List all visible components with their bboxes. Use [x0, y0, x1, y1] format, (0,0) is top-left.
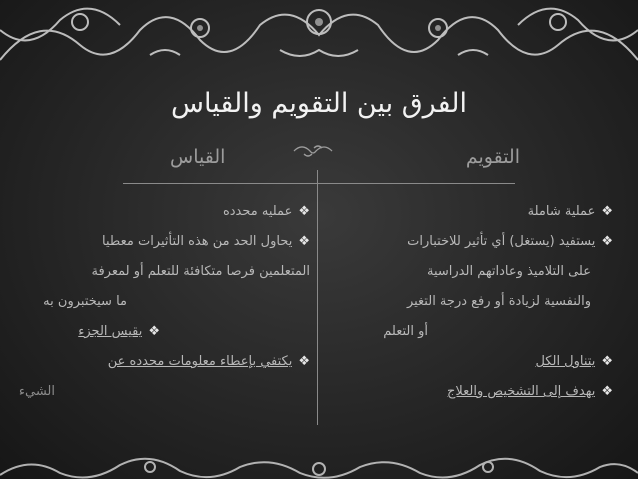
diamond-bullet-icon: ❖	[601, 204, 613, 219]
list-item-continuation: على التلاميذ وعاداتهم الدراسية	[427, 264, 591, 279]
list-item-continuation: الشيء	[18, 384, 55, 399]
list-item-continuation: والنفسية لزيادة أو رفع درجة التغير	[406, 294, 591, 309]
slide-title: الفرق بين التقويم والقياس	[171, 88, 467, 119]
list-item: ❖عمليه محدده	[222, 204, 310, 219]
list-item: ❖يهدف إلى التشخيص والعلاج	[447, 384, 613, 399]
list-item-continuation: المتعلمين فرصا متكافئة للتعلم أو لمعرفة	[91, 264, 310, 279]
top-ornament-border	[0, 0, 638, 70]
swirl-divider-icon	[292, 142, 334, 160]
vertical-divider	[317, 170, 318, 425]
horizontal-divider	[123, 183, 515, 184]
list-item: ❖يتناول الكل	[535, 354, 613, 369]
list-item-continuation: أو التعلم	[383, 324, 428, 339]
bottom-ornament-border	[0, 455, 638, 479]
diamond-bullet-icon: ❖	[148, 324, 160, 339]
column-heading-measurement: القياس	[170, 146, 226, 168]
diamond-bullet-icon: ❖	[298, 204, 310, 219]
list-item: ❖يستفيد (يستغل) أي تأثير للاختبارات	[407, 234, 613, 249]
diamond-bullet-icon: ❖	[601, 234, 613, 249]
list-item-continuation: ما سيختبرون به	[43, 294, 127, 309]
diamond-bullet-icon: ❖	[298, 354, 310, 369]
diamond-bullet-icon: ❖	[298, 234, 310, 249]
column-heading-evaluation: التقويم	[465, 146, 520, 168]
diamond-bullet-icon: ❖	[601, 384, 613, 399]
list-item: ❖يكتفي بإعطاء معلومات محدده عن	[107, 354, 310, 369]
diamond-bullet-icon: ❖	[601, 354, 613, 369]
list-item: ❖عملية شاملة	[527, 204, 613, 219]
list-item: ❖يحاول الحد من هذه التأثيرات معطيا	[102, 234, 310, 249]
list-item: ❖يقيس الجزء	[78, 324, 160, 339]
